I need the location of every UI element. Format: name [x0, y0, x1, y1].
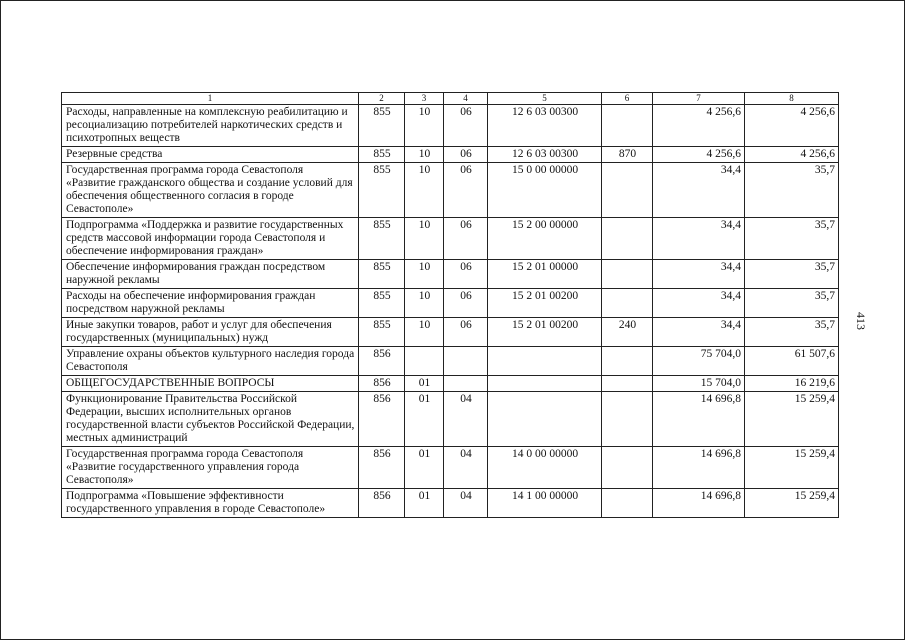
subsection-code: 04: [444, 447, 488, 489]
line-item-name: Подпрограмма «Поддержка и развитие государственных средств массовой информации города Севастополя и обеспечение информирования граждан»: [62, 218, 359, 260]
table-row: [62, 376, 839, 392]
section-code: 01: [405, 447, 444, 489]
header-cell: 3: [405, 93, 444, 105]
expense-type: 240: [602, 318, 653, 347]
subsection-code: 06: [444, 105, 488, 147]
target-article: [488, 376, 602, 392]
subsection-code: 06: [444, 147, 488, 163]
target-article: [488, 347, 602, 376]
subsection-code: 06: [444, 318, 488, 347]
line-item-name: ОБЩЕГОСУДАРСТВЕННЫЕ ВОПРОСЫ: [62, 376, 359, 392]
amount-year-1: 34,4: [653, 289, 745, 318]
expense-type: [602, 447, 653, 489]
line-item-name: Государственная программа города Севастополя «Развитие государственного управления города Севастополя»: [62, 447, 359, 489]
line-item-name: Функционирование Правительства Российской Федерации, высших исполнительных органов государственной власти субъектов Российской Федерации, местных администраций: [62, 392, 359, 447]
admin-code: 855: [359, 105, 405, 147]
table-row: [62, 489, 839, 518]
amount-year-1: 34,4: [653, 163, 745, 218]
amount-year-1: 34,4: [653, 260, 745, 289]
section-code: 01: [405, 376, 444, 392]
subsection-code: 06: [444, 163, 488, 218]
table-row: [62, 447, 839, 489]
amount-year-2: 35,7: [745, 218, 839, 260]
subsection-code: [444, 376, 488, 392]
amount-year-2: 15 259,4: [745, 489, 839, 518]
target-article: 14 0 00 00000: [488, 447, 602, 489]
table-row: [62, 163, 839, 218]
table-row: [62, 147, 839, 163]
subsection-code: 04: [444, 489, 488, 518]
target-article: 15 2 01 00200: [488, 289, 602, 318]
amount-year-2: 4 256,6: [745, 147, 839, 163]
target-article: 12 6 03 00300: [488, 105, 602, 147]
table-row: [62, 105, 839, 147]
budget-table: [61, 92, 839, 518]
amount-year-1: 15 704,0: [653, 376, 745, 392]
admin-code: 855: [359, 163, 405, 218]
admin-code: 855: [359, 289, 405, 318]
header-cell: 7: [653, 93, 745, 105]
target-article: 15 2 01 00000: [488, 260, 602, 289]
target-article: 15 2 00 00000: [488, 218, 602, 260]
expense-type: [602, 376, 653, 392]
subsection-code: [444, 347, 488, 376]
subsection-code: 04: [444, 392, 488, 447]
header-cell: 4: [444, 93, 488, 105]
expense-type: [602, 392, 653, 447]
amount-year-1: 34,4: [653, 218, 745, 260]
expense-type: [602, 218, 653, 260]
expense-type: [602, 489, 653, 518]
header-row: [62, 93, 839, 105]
line-item-name: Управление охраны объектов культурного наследия города Севастополя: [62, 347, 359, 376]
table-row: [62, 347, 839, 376]
admin-code: 856: [359, 447, 405, 489]
section-code: 10: [405, 260, 444, 289]
amount-year-2: 35,7: [745, 163, 839, 218]
section-code: 10: [405, 163, 444, 218]
admin-code: 855: [359, 218, 405, 260]
subsection-code: 06: [444, 260, 488, 289]
admin-code: 855: [359, 260, 405, 289]
target-article: [488, 392, 602, 447]
line-item-name: Расходы, направленные на комплексную реабилитацию и ресоциализацию потребителей наркотических средств и психотропных веществ: [62, 105, 359, 147]
header-cell: 1: [62, 93, 359, 105]
admin-code: 856: [359, 392, 405, 447]
amount-year-2: 61 507,6: [745, 347, 839, 376]
amount-year-1: 4 256,6: [653, 147, 745, 163]
expense-type: [602, 260, 653, 289]
table-row: [62, 289, 839, 318]
expense-type: [602, 347, 653, 376]
section-code: 10: [405, 289, 444, 318]
amount-year-2: 35,7: [745, 318, 839, 347]
table-row: [62, 392, 839, 447]
amount-year-1: 14 696,8: [653, 447, 745, 489]
expense-type: [602, 163, 653, 218]
admin-code: 856: [359, 347, 405, 376]
line-item-name: Подпрограмма «Повышение эффективности государственного управления в городе Севастополе»: [62, 489, 359, 518]
line-item-name: Обеспечение информирования граждан посредством наружной рекламы: [62, 260, 359, 289]
amount-year-1: 14 696,8: [653, 489, 745, 518]
subsection-code: 06: [444, 218, 488, 260]
target-article: 14 1 00 00000: [488, 489, 602, 518]
budget-table-body: [62, 93, 839, 518]
target-article: 15 2 01 00200: [488, 318, 602, 347]
table-row: [62, 260, 839, 289]
line-item-name: Государственная программа города Севастополя «Развитие гражданского общества и создание условий для обеспечения общественного согласия в городе Севастополе»: [62, 163, 359, 218]
section-code: 10: [405, 218, 444, 260]
admin-code: 855: [359, 318, 405, 347]
amount-year-2: 35,7: [745, 289, 839, 318]
subsection-code: 06: [444, 289, 488, 318]
expense-type: [602, 289, 653, 318]
line-item-name: Резервные средства: [62, 147, 359, 163]
section-code: 10: [405, 318, 444, 347]
line-item-name: Расходы на обеспечение информирования граждан посредством наружной рекламы: [62, 289, 359, 318]
amount-year-2: 35,7: [745, 260, 839, 289]
section-code: 01: [405, 489, 444, 518]
amount-year-1: 34,4: [653, 318, 745, 347]
amount-year-1: 4 256,6: [653, 105, 745, 147]
expense-type: [602, 105, 653, 147]
section-code: 10: [405, 147, 444, 163]
amount-year-2: 15 259,4: [745, 392, 839, 447]
table-row: [62, 318, 839, 347]
target-article: 12 6 03 00300: [488, 147, 602, 163]
line-item-name: Иные закупки товаров, работ и услуг для обеспечения государственных (муниципальных) нужд: [62, 318, 359, 347]
header-cell: 5: [488, 93, 602, 105]
amount-year-1: 14 696,8: [653, 392, 745, 447]
amount-year-2: 15 259,4: [745, 447, 839, 489]
amount-year-2: 4 256,6: [745, 105, 839, 147]
target-article: 15 0 00 00000: [488, 163, 602, 218]
admin-code: 856: [359, 376, 405, 392]
page-number: 413: [854, 312, 868, 330]
section-code: [405, 347, 444, 376]
header-cell: 8: [745, 93, 839, 105]
section-code: 10: [405, 105, 444, 147]
amount-year-2: 16 219,6: [745, 376, 839, 392]
section-code: 01: [405, 392, 444, 447]
admin-code: 856: [359, 489, 405, 518]
header-cell: 2: [359, 93, 405, 105]
header-cell: 6: [602, 93, 653, 105]
expense-type: 870: [602, 147, 653, 163]
table-row: [62, 218, 839, 260]
amount-year-1: 75 704,0: [653, 347, 745, 376]
admin-code: 855: [359, 147, 405, 163]
